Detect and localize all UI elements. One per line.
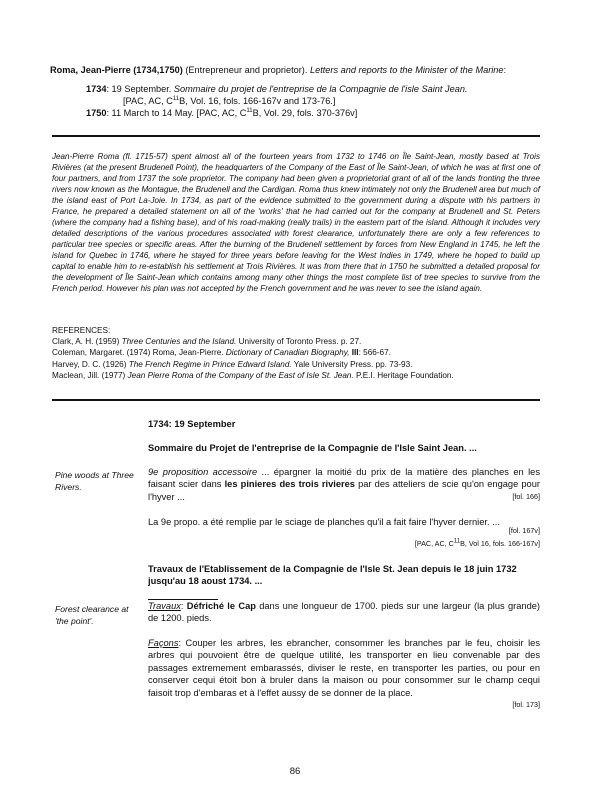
references bbox=[52, 325, 540, 381]
page-number: 86 bbox=[289, 766, 301, 777]
divider-top bbox=[52, 135, 540, 137]
travaux-heading: Travaux de l'Etablissement de la Compagnie de l'Isle St. Jean depuis le 18 juin 1732 jusqu'au 18 aoust 1734. ... bbox=[148, 564, 517, 587]
paragraph-9e-proposition: 9e proposition accessoire ... épargner la moitié du prix de la matière des planches en les faisant scier dans les pinieres des trois rivieres par des atteliers de scie qu'on engage pour l'hyver ... [fol. 166] bbox=[148, 467, 540, 502]
folio-ref: [fol. 173] bbox=[512, 700, 540, 710]
section-date: 1734: 19 September bbox=[148, 419, 236, 429]
margin-note-forest-clearance: Forest clearance at 'the point'. bbox=[55, 604, 129, 626]
folio-ref: [fol. 167v] bbox=[508, 526, 540, 536]
biography-paragraph: Jean-Pierre Roma (fl. 1715-57) spent almost all of the fourteen years from 1732 to 1746 on Île Saint-Jean, mostly based at Trois Rivières (at the present Brudenell Point), the headquarters of the Company of the East of Île Saint-Jean, of which he was at first one of four partners, and from 1737 the sole proprietor. The company had been given a proprietorial grant of all of the lands fronting the three rivers now known as the Montague, the Brudenell and the Cardigan. Roma thus knew intimately not only the Brudenell area but much of the island east of Port La-Joie. In 1734, as part of the evidence submitted to the government during a dispute with his partners in France, he prepared a detailed statement on all of the 'works' that he had carried out for the company at Brudenell and St. Peters (where the company had a fishing base), and of his road-making (really trails) in the eastern part of the island. Although it includes very detailed descriptions of the various procedures associated with forest clearance, unfortunately there are only a few references to particular tree species or specific areas. After the burning of the Brudenell settlement by forces from New England in 1745, he left the island for Quebec in 1746, where he stayed for three years before leaving for the West Indies in 1749, where he hoped to build up capital to enable him to re-establish his settlement at Trois Rivières. It was from there that in 1750 he submitted a detailed proposal for the development of Île Saint-Jean which contains among many other things the most complete list of tree species to survive from the French period. However his plan was not accepted by the French government and he was never to see the island again. bbox=[52, 152, 540, 293]
entry-1750: 1750: 11 March to 14 May. [PAC, AC, $C^{11}B$, Vol. 29, fols. 370-376v] bbox=[86, 107, 358, 118]
entry-1734-ref: [PAC, AC, $C^{11}B$, Vol. 16, fols. 166-167v and 173-76.] bbox=[123, 95, 336, 106]
reference-item: Maclean, Jill. (1977) Jean Pierre Roma of the Company of the East of Isle St. Jean. P.E.I. Heritage Foundation. bbox=[52, 370, 454, 380]
reference-item: Clark, A. H. (1959) Three Centuries and the Island. University of Toronto Press. p. 27. bbox=[52, 337, 362, 347]
sommaire-heading: Sommaire du Projet de l'entreprise de la Compagnie de l'Isle Saint Jean. ... bbox=[148, 443, 477, 453]
archive-ref: [PAC, AC, $C^{11}B$, Vol 16, fols. 166-167v] bbox=[414, 538, 540, 548]
margin-note-pine-woods: Pine woods at Three Rivers. bbox=[55, 470, 134, 492]
source-title-line: Roma, Jean-Pierre (1734,1750) (Entrepreneur and proprietor). Letters and reports to the Minister of the Marine: bbox=[50, 65, 507, 75]
references-heading: REFERENCES: bbox=[52, 326, 111, 335]
reference-item: Coleman, Margaret. (1974) Roma, Jean-Pierre. Dictionary of Canadian Biography, III: 566-67. bbox=[52, 348, 391, 358]
reference-item: Harvey, D. C. (1926) The French Regime in Prince Edward Island. Yale University Press. pp. 73-93. bbox=[52, 359, 413, 369]
paragraph-travaux: Travaux: Défriché le Cap dans une longueur de 1700. pieds sur une largeur (la plus grande) de 1200. pieds. bbox=[148, 601, 541, 624]
paragraph-facons: Façons: Couper les arbres, les ebrancher, consommer les branches par le feu, choisir les arbres qui pouvoient être de quelque utilité, les transporter en lieu convenable par des passages extremement embarassés, diviser le reste, en transporter les parties, ou pour en conserver cequi étoit bon à bruler dans la maison ou pour consommer sur le champ cequi faisoit trop d'embaras et à l'effet aussy de se donner de la place. [fol. 173] bbox=[148, 637, 540, 711]
paragraph-9e-propo-remplie: La 9e propo. a été remplie par le sciage de planches qu'il a fait faire l'hyver dernier. ... [fol. 167v] [PAC, AC, $C^{11}B$, Vol 16, fols. 166-167v] bbox=[148, 516, 540, 550]
source-header bbox=[50, 64, 550, 119]
folio-ref: [fol. 166] bbox=[512, 492, 540, 502]
entry-1734: 1734: 19 September. Sommaire du projet de l'entreprise de la Compagnie de l'isle Saint Jean. bbox=[86, 84, 468, 94]
divider-middle bbox=[52, 399, 540, 401]
